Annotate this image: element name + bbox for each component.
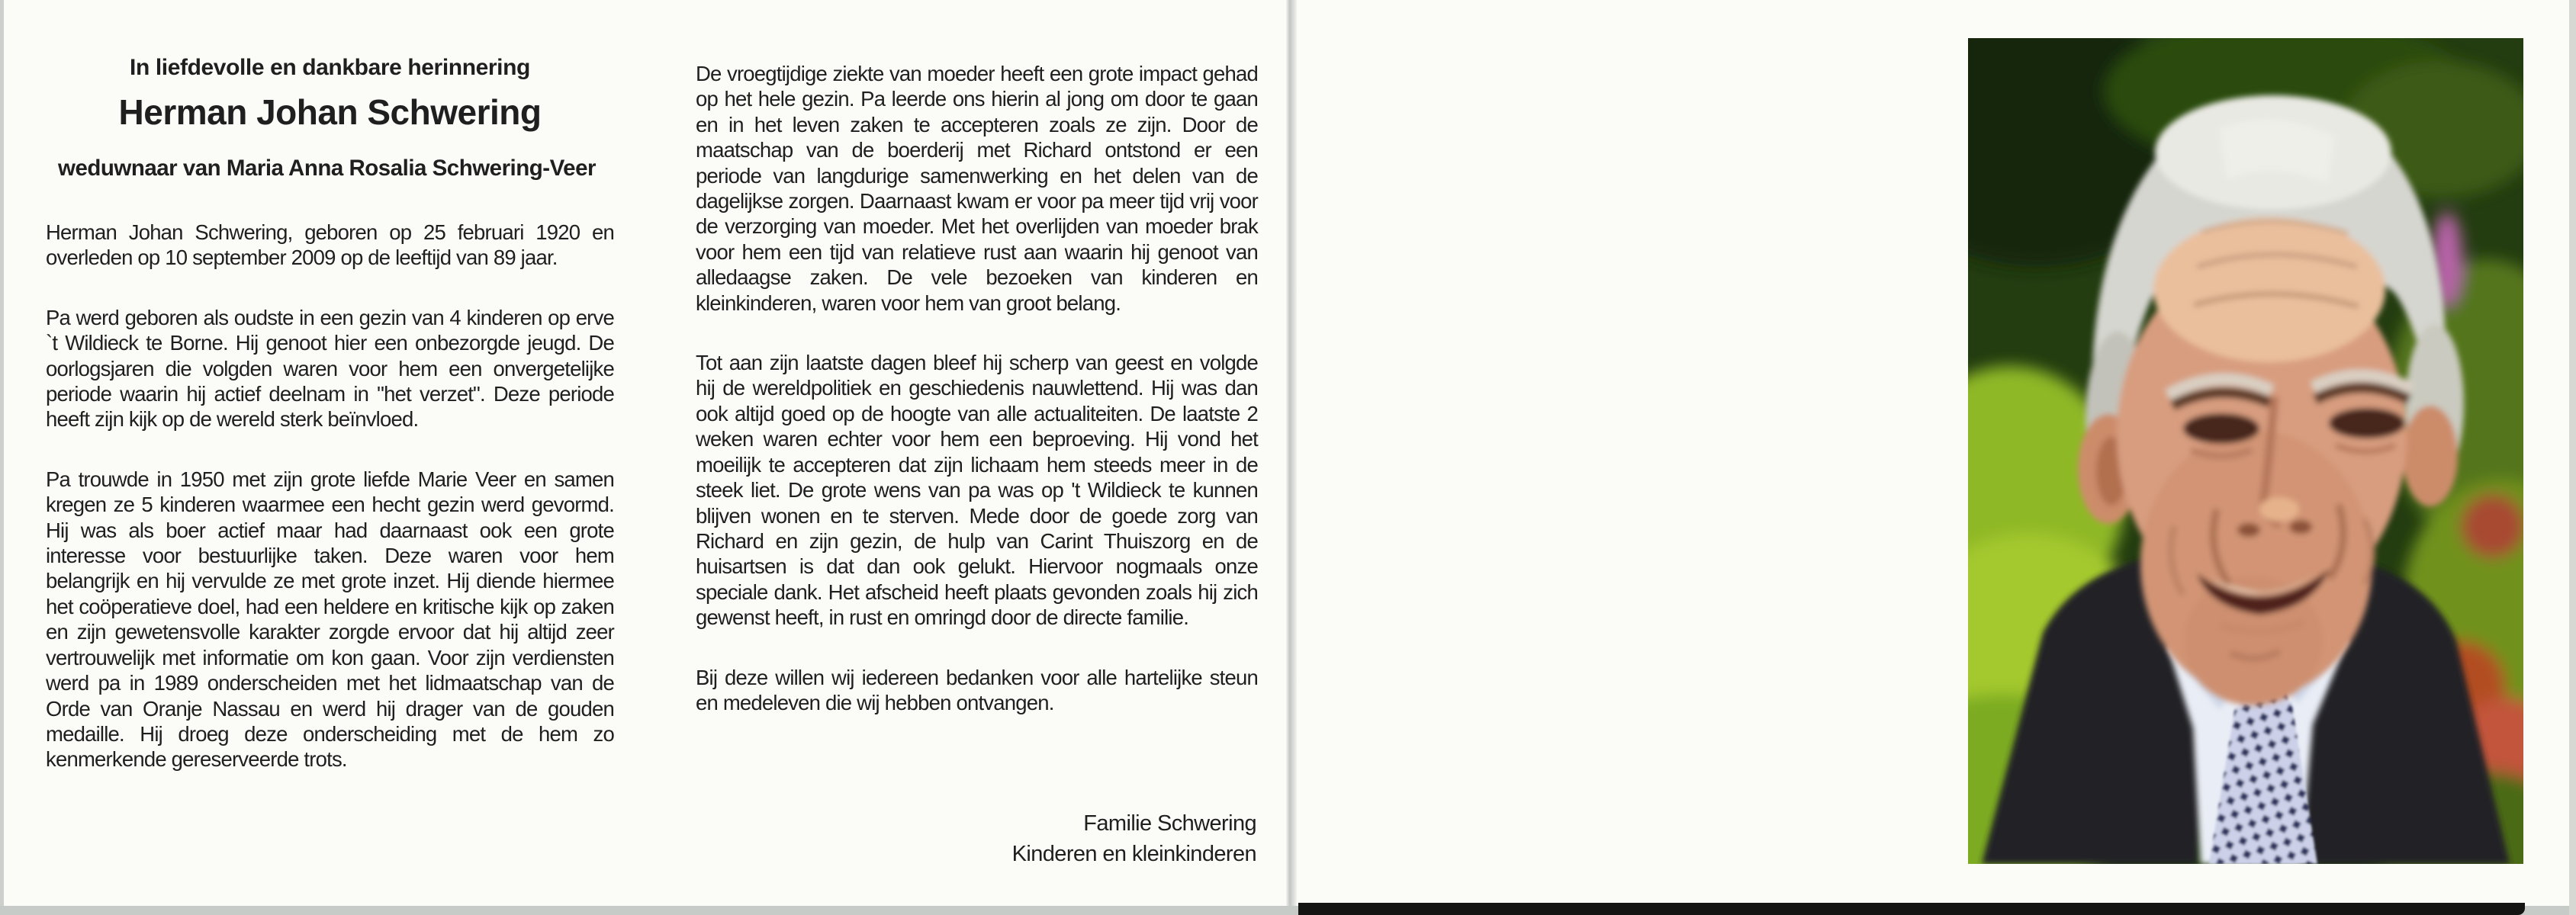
right-card-bottom-shadow	[1298, 903, 2525, 915]
right-column-paragraphs	[696, 61, 1258, 750]
signature-children: Kinderen en kleinkinderen	[1011, 842, 1256, 866]
widower-line: weduwnaar van Maria Anna Rosalia Schwering-Veer	[58, 156, 596, 181]
paragraph-birth-death: Herman Johan Schwering, geboren op 25 februari 1920 en overleden op 10 september 2009 op de leeftijd van 89 jaar.	[46, 220, 614, 270]
deceased-name: Herman Johan Schwering	[118, 92, 542, 132]
signature-block	[1012, 808, 1256, 869]
left-column	[46, 0, 614, 915]
memorial-intro-line: In liefdevolle en dankbare herinnering	[130, 55, 530, 80]
scan-edge-left	[0, 0, 4, 915]
scan-edge-right	[2569, 0, 2576, 915]
paragraph-last-days: Tot aan zijn laatste dagen bleef hij scherp van geest en volgde hij de wereldpolitiek en geschiedenis nauwlettend. Hij was dan ook altijd goed op de hoogte van alle actualiteiten. De laatste 2 weken waren echter voor hem een beproeving. Hij vond het moeilijk te accepteren dat zijn lichaam hem steeds meer in de steek liet. De grote wens van pa was op 't Wildieck te kunnen blijven wonen en te sterven. Mede door de goede zorg van Richard en zijn gezin, de hulp van Carint Thuiszorg en de huisartsen is dat dan ook gelukt. Hiervoor nogmaals onze speciale dank. Het afscheid heeft plaats gevonden zoals hij zich gewenst heeft, in rust en omringd door de directe familie.	[696, 351, 1258, 630]
left-column-paragraphs	[46, 220, 614, 807]
card-fold-seam	[1286, 0, 1297, 915]
paragraph-thanks: Bij deze willen wij iedereen bedanken voor alle hartelijke steun en medeleven die wij hebben ontvangen.	[696, 665, 1258, 714]
right-column	[696, 0, 1258, 915]
portrait-illustration	[1968, 38, 2523, 864]
paragraph-youth: Pa werd geboren als oudste in een gezin van 4 kinderen op erve `t Wildieck te Borne. Hij genoot hier een onbezorgde jeugd. De oorlogsjaren die volgden waren voor hem een onvergetelijke periode waarin hij actief deelnam in "het verzet". Deze periode heeft zijn kijk op de wereld sterk beïnvloed.	[46, 305, 614, 432]
paragraph-marriage-career: Pa trouwde in 1950 met zijn grote liefde Marie Veer en samen kregen ze 5 kinderen waarmee een hecht gezin werd gevormd. Hij was als boer actief maar had daarnaast ook een grote interesse voor bestuurlijke taken. Deze waren voor hem belangrijk en hij vervulde ze met grote inzet. Hij diende hiermee het coöperatieve doel, had een heldere en kritische kijk op zaken en zijn gewetensvolle karakter zorgde ervoor dat hij altijd zeer vertrouwelijk met informatie om kon gaan. Voor zijn verdiensten werd pa in 1989 onderscheiden met het lidmaatschap van de Orde van Oranje Nassau en werd hij drager van de gouden medaille. Hij droeg deze onderscheiding met de hem zo kenmerkende gereserveerde trots.	[46, 467, 614, 772]
paragraph-mother-illness: De vroegtijdige ziekte van moeder heeft een grote impact gehad op het hele gezin. Pa leerde ons hierin al jong om door te gaan en in het leven zaken te accepteren zoals ze zijn. Door de maatschap van de boerderij met Richard ontstond er een periode van langdurige samenwerking en het delen van de dagelijkse zorgen. Daarnaast kwam er voor pa meer tijd vrij voor de verzorging van moeder. Met het overlijden van moeder brak voor hem een tijd van relatieve rust aan waarin hij genoot van alledaagse zaken. De vele bezoeken van kinderen en kleinkinderen, waren voor hem van groot belang.	[696, 62, 1258, 315]
signature-family: Familie Schwering	[1083, 811, 1256, 836]
portrait-photo	[1968, 38, 2523, 864]
